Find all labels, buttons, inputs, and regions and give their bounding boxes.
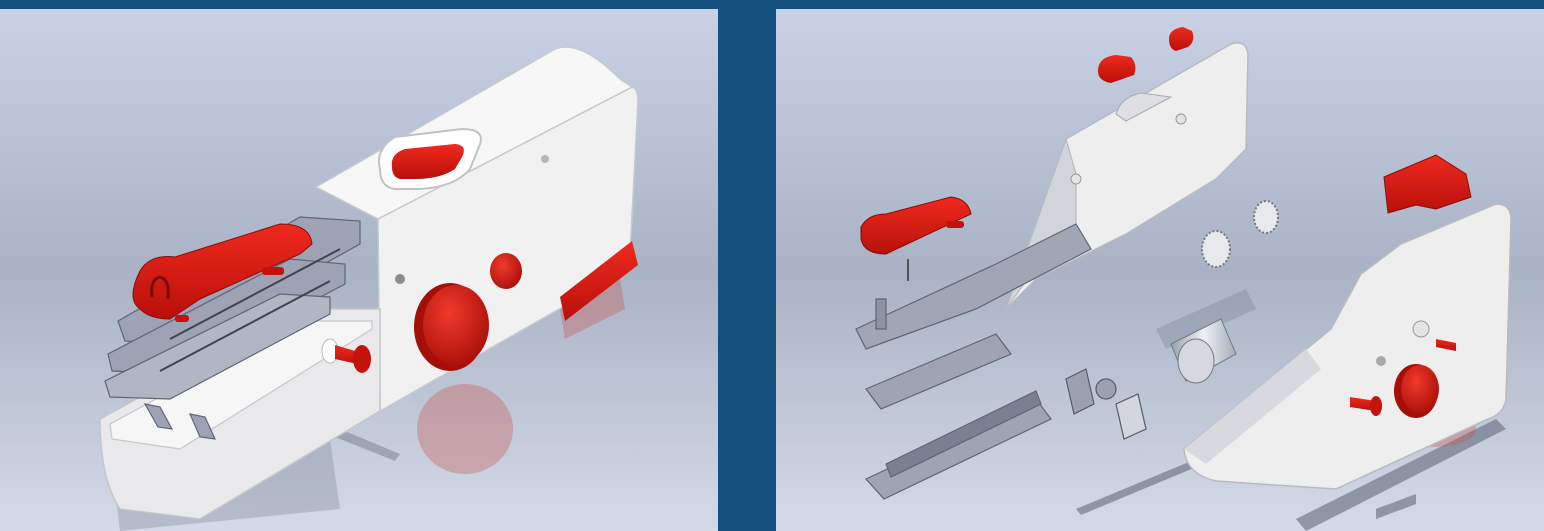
assembled-view-panel bbox=[0, 9, 718, 531]
red-button bbox=[490, 253, 522, 289]
screw-hole bbox=[395, 274, 405, 284]
screw-hole bbox=[541, 155, 549, 163]
assembled-render bbox=[0, 9, 718, 531]
exploded-view-panel bbox=[776, 9, 1544, 531]
exploded-render bbox=[776, 9, 1544, 531]
